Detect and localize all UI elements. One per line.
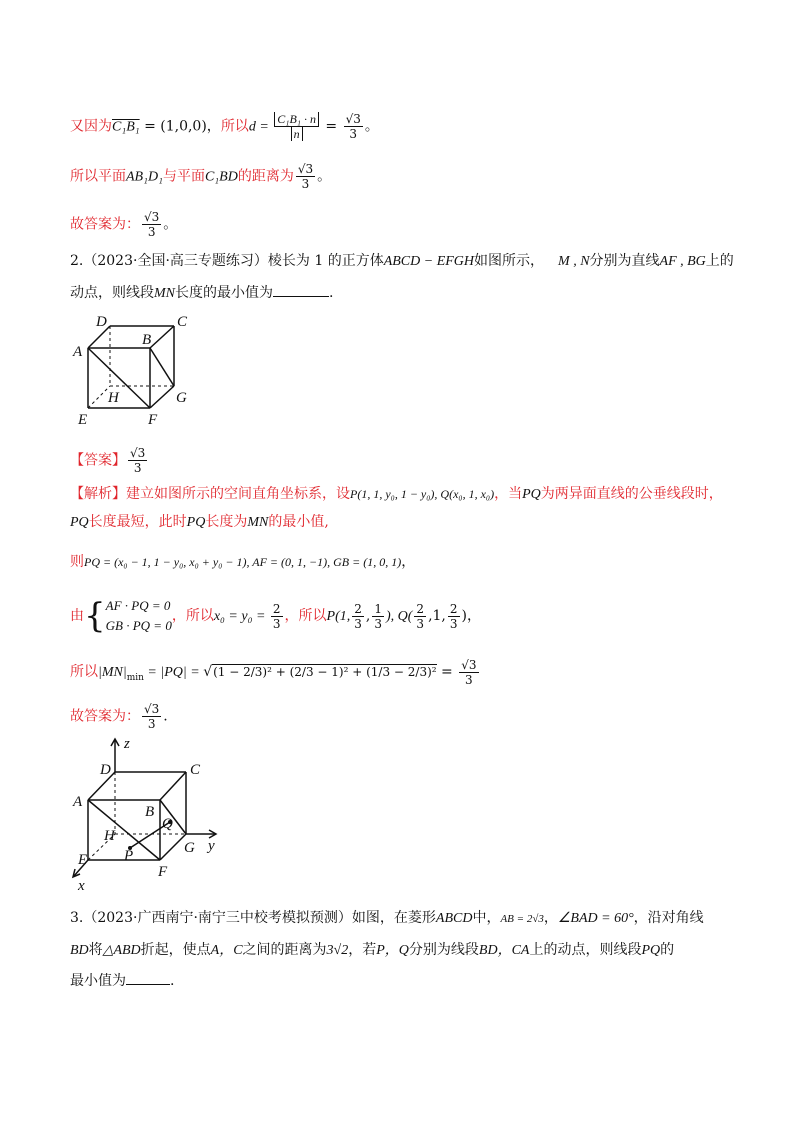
problem-3-line-1 (70, 908, 704, 929)
answer-blank (273, 282, 329, 297)
ab-length: AB = 2√3 (500, 913, 544, 925)
period: 。 (163, 216, 178, 233)
problem-number: 3. (70, 910, 84, 926)
segments-bd-ca: BD，CA (478, 943, 530, 958)
point-definitions: P(1, 1, y₀, 1 − y₀), Q(x₀, 1, x₀) (350, 487, 495, 501)
label-x: x (78, 878, 85, 894)
label-g: G (176, 390, 187, 406)
text: 与平面 (162, 168, 205, 185)
denominator: 3 (133, 461, 142, 475)
analysis-line-3 (70, 552, 415, 572)
text: 分别为线段 (408, 942, 479, 958)
edge-eh (88, 386, 110, 408)
analysis-line-4: 由{ AF · PQ = 0 GB · PQ = 0 ，所以x₀ = y₀ = $\frac{2}{3}$ ，所以P(1, $\frac{2}{3}$ , $\frac{1}{3}$ ), Q( $\frac{2}{3}$ ,1, $\frac{2}{3}$ )， (70, 596, 481, 636)
text: 为两异面直线的公垂线段时， (540, 486, 723, 502)
text: 长度最短，此时 (88, 514, 187, 530)
point-p: P(1, (326, 609, 351, 624)
result-fraction (142, 702, 161, 731)
problem-3-line-2 (70, 940, 674, 961)
problem-3-line-3 (70, 970, 174, 991)
label-y: y (208, 838, 215, 854)
problem-number: 2. (70, 253, 84, 269)
problem-2-line-2 (70, 282, 333, 304)
text: ，所以 (284, 608, 327, 624)
points-mn: M , N (558, 254, 590, 269)
label-d: D (100, 762, 111, 778)
result-line-3 (70, 210, 177, 239)
min-subscript: min (126, 672, 144, 683)
pq-abs: = |PQ| = (143, 665, 204, 680)
vector-value: = (1,0,0)， (139, 118, 221, 135)
denominator: 3 (147, 225, 156, 239)
vector-list: PQ = (x₀ − 1, 1 − y₀, x₀ + y₀ − 1), AF = (0, 1, −1), GB = (1, 0, 1) (84, 555, 402, 569)
label-h: H (104, 828, 115, 844)
text: 所以 (70, 664, 98, 680)
angle-bad: ∠BAD = 60° (557, 911, 634, 926)
numerator: √3 (345, 112, 361, 126)
segment-pq: PQ (522, 487, 541, 502)
text: 将 (88, 942, 103, 958)
text: 棱长为 1 的正方体 (267, 253, 384, 269)
text: 动点，则线段 (70, 285, 154, 301)
label-f: F (148, 412, 158, 428)
label-a: A (73, 794, 83, 810)
text: 分别为直线 (589, 253, 660, 269)
vector-c1b1: C₁B₁ (112, 119, 140, 135)
fraction: $\frac{2}{3}$ (354, 601, 362, 631)
label-f: F (158, 864, 168, 880)
answer-blank (126, 970, 170, 985)
numerator: √3 (130, 446, 146, 460)
point-q: ), Q( (385, 609, 413, 624)
mn-abs: |MN| (98, 665, 127, 680)
rhombus-name: ABCD (435, 911, 473, 926)
text: 的距离为 (237, 168, 294, 185)
denominator: 3 (465, 672, 473, 687)
cube-figure (70, 310, 200, 430)
numerator: C₁B₁ · n (274, 112, 319, 127)
result-line-2 (70, 162, 331, 191)
text: ，所以 (171, 608, 214, 624)
denominator: 3 (301, 177, 310, 191)
diagonal-bd: BD (70, 943, 89, 958)
label-e: E (78, 412, 88, 428)
problem-source: （2023·广西南宁·南宁三中校考模拟预测） (83, 910, 352, 926)
text: ， (401, 554, 416, 570)
edge-fg (160, 834, 186, 860)
segment-mn: MN (247, 515, 269, 530)
result-fraction (459, 658, 478, 687)
text: ，若 (348, 942, 377, 958)
fraction: $\frac{2}{3}$ (416, 601, 425, 631)
fraction: $\frac{2}{3}$ (449, 601, 458, 631)
denominator: 3 (147, 717, 156, 731)
label-g: G (184, 840, 195, 856)
sqrt-expression: (1 − 2/3)² + (2/3 − 1)² + (1/3 − 2/3)² (213, 665, 437, 679)
numerator: √3 (144, 210, 160, 224)
distance-fraction (274, 112, 319, 141)
result-fraction (296, 162, 315, 191)
triangle-abd: △ABD (102, 943, 141, 958)
analysis-tag: 【解析】 (70, 486, 126, 502)
text: 所以 (220, 118, 249, 135)
fraction: $\frac{1}{3}$ (374, 601, 382, 631)
text: ，沿对角线 (633, 910, 704, 926)
label-e: E (78, 852, 88, 868)
period: 。 (317, 168, 332, 185)
text: 故答案为： (70, 216, 140, 233)
points-pq: P，Q (376, 943, 409, 958)
text: 如图，在菱形 (351, 910, 436, 926)
line-bg (150, 348, 174, 386)
analysis-line-2 (70, 512, 329, 533)
equation-system (106, 596, 172, 636)
denominator: 3 (349, 127, 358, 141)
text: 的 (660, 942, 675, 958)
label-d: D (96, 314, 107, 330)
result-line-1 (70, 112, 379, 141)
text: 所以平面 (70, 168, 126, 185)
text: 如图所示， (474, 253, 545, 269)
points-ac: A，C (210, 943, 243, 958)
text: . (329, 285, 334, 301)
equals: = (320, 118, 342, 135)
label-h: H (108, 390, 119, 406)
denominator: n (291, 127, 303, 141)
problem-2-line-1 (70, 251, 734, 272)
segment-pq: PQ (186, 515, 206, 530)
label-c: C (190, 762, 201, 778)
text: 长度为 (205, 514, 248, 530)
period: 。 (364, 118, 379, 135)
analysis-line-6: 故答案为： $\frac{√3}{3}$ . (70, 702, 168, 731)
text: 上的 (705, 253, 734, 269)
edge-bc (150, 326, 174, 348)
answer-fraction (128, 446, 147, 475)
equation-2: GB · PQ = 0 (105, 618, 172, 633)
text: 长度的最小值为 (175, 285, 273, 301)
label-b: B (145, 804, 155, 820)
result-fraction (344, 112, 363, 141)
text: 故答案为： (70, 708, 140, 725)
edge-bc (160, 772, 186, 800)
text: ，当 (494, 486, 523, 502)
text: 又因为 (70, 118, 112, 135)
analysis-line-1 (70, 484, 723, 505)
cube-name: ABCD − EFGH (383, 254, 475, 269)
text: 由 (70, 608, 84, 624)
text: 折起，使点 (140, 942, 211, 958)
numerator: √3 (144, 702, 160, 716)
text: 则 (70, 554, 84, 570)
plane-ab1d1: AB₁D₁ (126, 169, 163, 185)
d-label: d = (248, 119, 273, 135)
label-z: z (124, 736, 130, 752)
text: 中， (472, 910, 501, 926)
cube-axes-figure (70, 736, 240, 894)
lines-af-bg: AF , BG (659, 254, 706, 269)
label-a: A (73, 344, 83, 360)
text: 之间的距离为 (242, 942, 327, 958)
text: 的最小值, (268, 514, 329, 530)
label-q: Q (162, 816, 173, 832)
text: ， (543, 910, 558, 926)
answer-tag: 【答案】 (70, 452, 126, 469)
label-p: P (124, 848, 134, 864)
text: . (170, 973, 175, 989)
answer-line (70, 446, 149, 475)
x0-y0: x₀ = y₀ = (213, 609, 269, 624)
segment-pq: PQ (70, 515, 89, 530)
problem-source: （2023·全国·高三专题练习） (83, 253, 268, 269)
text: 建立如图所示的空间直角坐标系，设 (126, 486, 350, 502)
label-c: C (177, 314, 188, 330)
edge-fg (150, 386, 174, 408)
numerator: √3 (461, 657, 477, 672)
segment-pq: PQ (641, 943, 661, 958)
fraction-two-thirds: $\frac{2}{3}$ (272, 601, 281, 631)
segment-mn: MN (154, 286, 175, 301)
text: 最小值为 (70, 973, 126, 989)
plane-c1bd: C₁BD (204, 169, 238, 185)
distance-value: 3√2 (326, 943, 349, 958)
equation-1: AF · PQ = 0 (105, 598, 171, 613)
label-b: B (142, 332, 152, 348)
system-brace: { (84, 596, 106, 636)
numerator: √3 (297, 162, 314, 176)
text: 上的动点，则线段 (529, 942, 642, 958)
analysis-line-5: 所以$|MN|_{min} = |PQ| = √(1 - 2/3)^2 + (2/3 - 1)^2 + (1/3 - 2/3)^2$ = $\frac{√3}{3}$ (70, 657, 477, 687)
text: )， (461, 608, 481, 624)
result-fraction (142, 210, 161, 239)
